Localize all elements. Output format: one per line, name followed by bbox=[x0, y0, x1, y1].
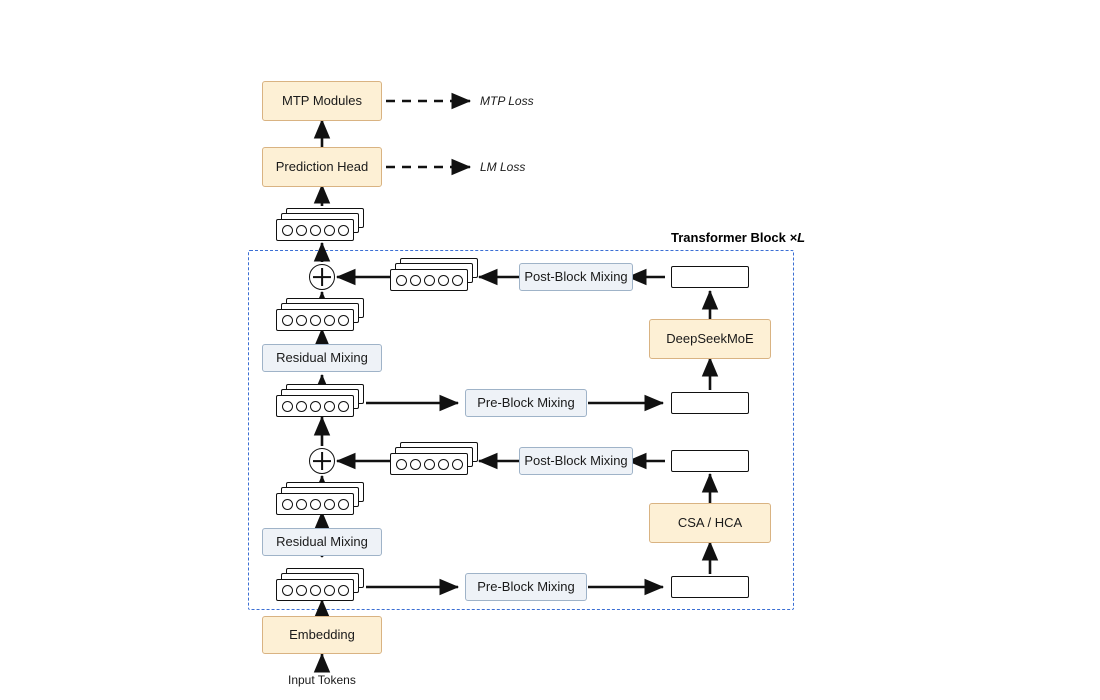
token-sheet-front bbox=[276, 395, 354, 417]
token-stack-residual-lower bbox=[276, 482, 366, 518]
token-dot bbox=[324, 225, 335, 236]
token-sheet-front bbox=[390, 269, 468, 291]
token-dot bbox=[282, 315, 293, 326]
pre-block-mixing-lower-node[interactable]: Pre-Block Mixing bbox=[465, 573, 587, 601]
token-row-attn-input bbox=[671, 576, 749, 598]
mtp-modules-node[interactable]: MTP Modules bbox=[262, 81, 382, 121]
token-stack-post-mix-lower bbox=[390, 442, 480, 478]
token-sheet-front bbox=[276, 219, 354, 241]
token-dot bbox=[338, 225, 349, 236]
token-row-moe-output bbox=[671, 266, 749, 288]
token-dot bbox=[424, 459, 435, 470]
token-dot bbox=[324, 499, 335, 510]
token-dot bbox=[452, 275, 463, 286]
token-dot bbox=[296, 401, 307, 412]
token-dot bbox=[338, 499, 349, 510]
token-stack-pre-mix-lower bbox=[276, 568, 366, 604]
token-stack-residual-upper bbox=[276, 298, 366, 334]
post-block-mixing-upper-node[interactable]: Post-Block Mixing bbox=[519, 263, 633, 291]
token-dot bbox=[310, 401, 321, 412]
post-block-mixing-lower-node[interactable]: Post-Block Mixing bbox=[519, 447, 633, 475]
token-dot bbox=[324, 401, 335, 412]
token-dot bbox=[310, 585, 321, 596]
residual-mixing-lower-node[interactable]: Residual Mixing bbox=[262, 528, 382, 556]
token-dot bbox=[438, 459, 449, 470]
token-dot bbox=[410, 275, 421, 286]
token-row-moe-input bbox=[671, 392, 749, 414]
residual-mixing-upper-node[interactable]: Residual Mixing bbox=[262, 344, 382, 372]
token-dot bbox=[310, 499, 321, 510]
token-row-attn-output bbox=[671, 450, 749, 472]
token-dot bbox=[296, 315, 307, 326]
prediction-head-node[interactable]: Prediction Head bbox=[262, 147, 382, 187]
token-dot bbox=[282, 401, 293, 412]
transformer-block-label: Transformer Block ×L bbox=[671, 230, 806, 245]
token-dot bbox=[310, 225, 321, 236]
token-stack-output bbox=[276, 208, 366, 244]
token-dot bbox=[410, 459, 421, 470]
token-dot bbox=[296, 585, 307, 596]
token-dot bbox=[338, 315, 349, 326]
pre-block-mixing-upper-node[interactable]: Pre-Block Mixing bbox=[465, 389, 587, 417]
token-stack-post-mix-upper bbox=[390, 258, 480, 294]
input-tokens-label: Input Tokens bbox=[288, 673, 356, 687]
mtp-loss-label: MTP Loss bbox=[480, 94, 534, 108]
token-stack-pre-mix-upper bbox=[276, 384, 366, 420]
token-sheet-front bbox=[276, 493, 354, 515]
token-dot bbox=[310, 315, 321, 326]
token-sheet-front bbox=[390, 453, 468, 475]
token-dot bbox=[396, 275, 407, 286]
csa-hca-node[interactable]: CSA / HCA bbox=[649, 503, 771, 543]
token-dot bbox=[296, 225, 307, 236]
token-dot bbox=[396, 459, 407, 470]
token-dot bbox=[324, 315, 335, 326]
token-sheet-front bbox=[276, 309, 354, 331]
token-dot bbox=[438, 275, 449, 286]
token-dot bbox=[282, 499, 293, 510]
token-dot bbox=[338, 401, 349, 412]
embedding-node[interactable]: Embedding bbox=[262, 616, 382, 654]
token-dot bbox=[338, 585, 349, 596]
residual-add-lower bbox=[309, 448, 335, 474]
token-dot bbox=[282, 585, 293, 596]
token-dot bbox=[296, 499, 307, 510]
residual-add-upper bbox=[309, 264, 335, 290]
lm-loss-label: LM Loss bbox=[480, 160, 526, 174]
token-dot bbox=[452, 459, 463, 470]
token-sheet-front bbox=[276, 579, 354, 601]
token-dot bbox=[324, 585, 335, 596]
deepseekmoe-node[interactable]: DeepSeekMoE bbox=[649, 319, 771, 359]
token-dot bbox=[282, 225, 293, 236]
token-dot bbox=[424, 275, 435, 286]
